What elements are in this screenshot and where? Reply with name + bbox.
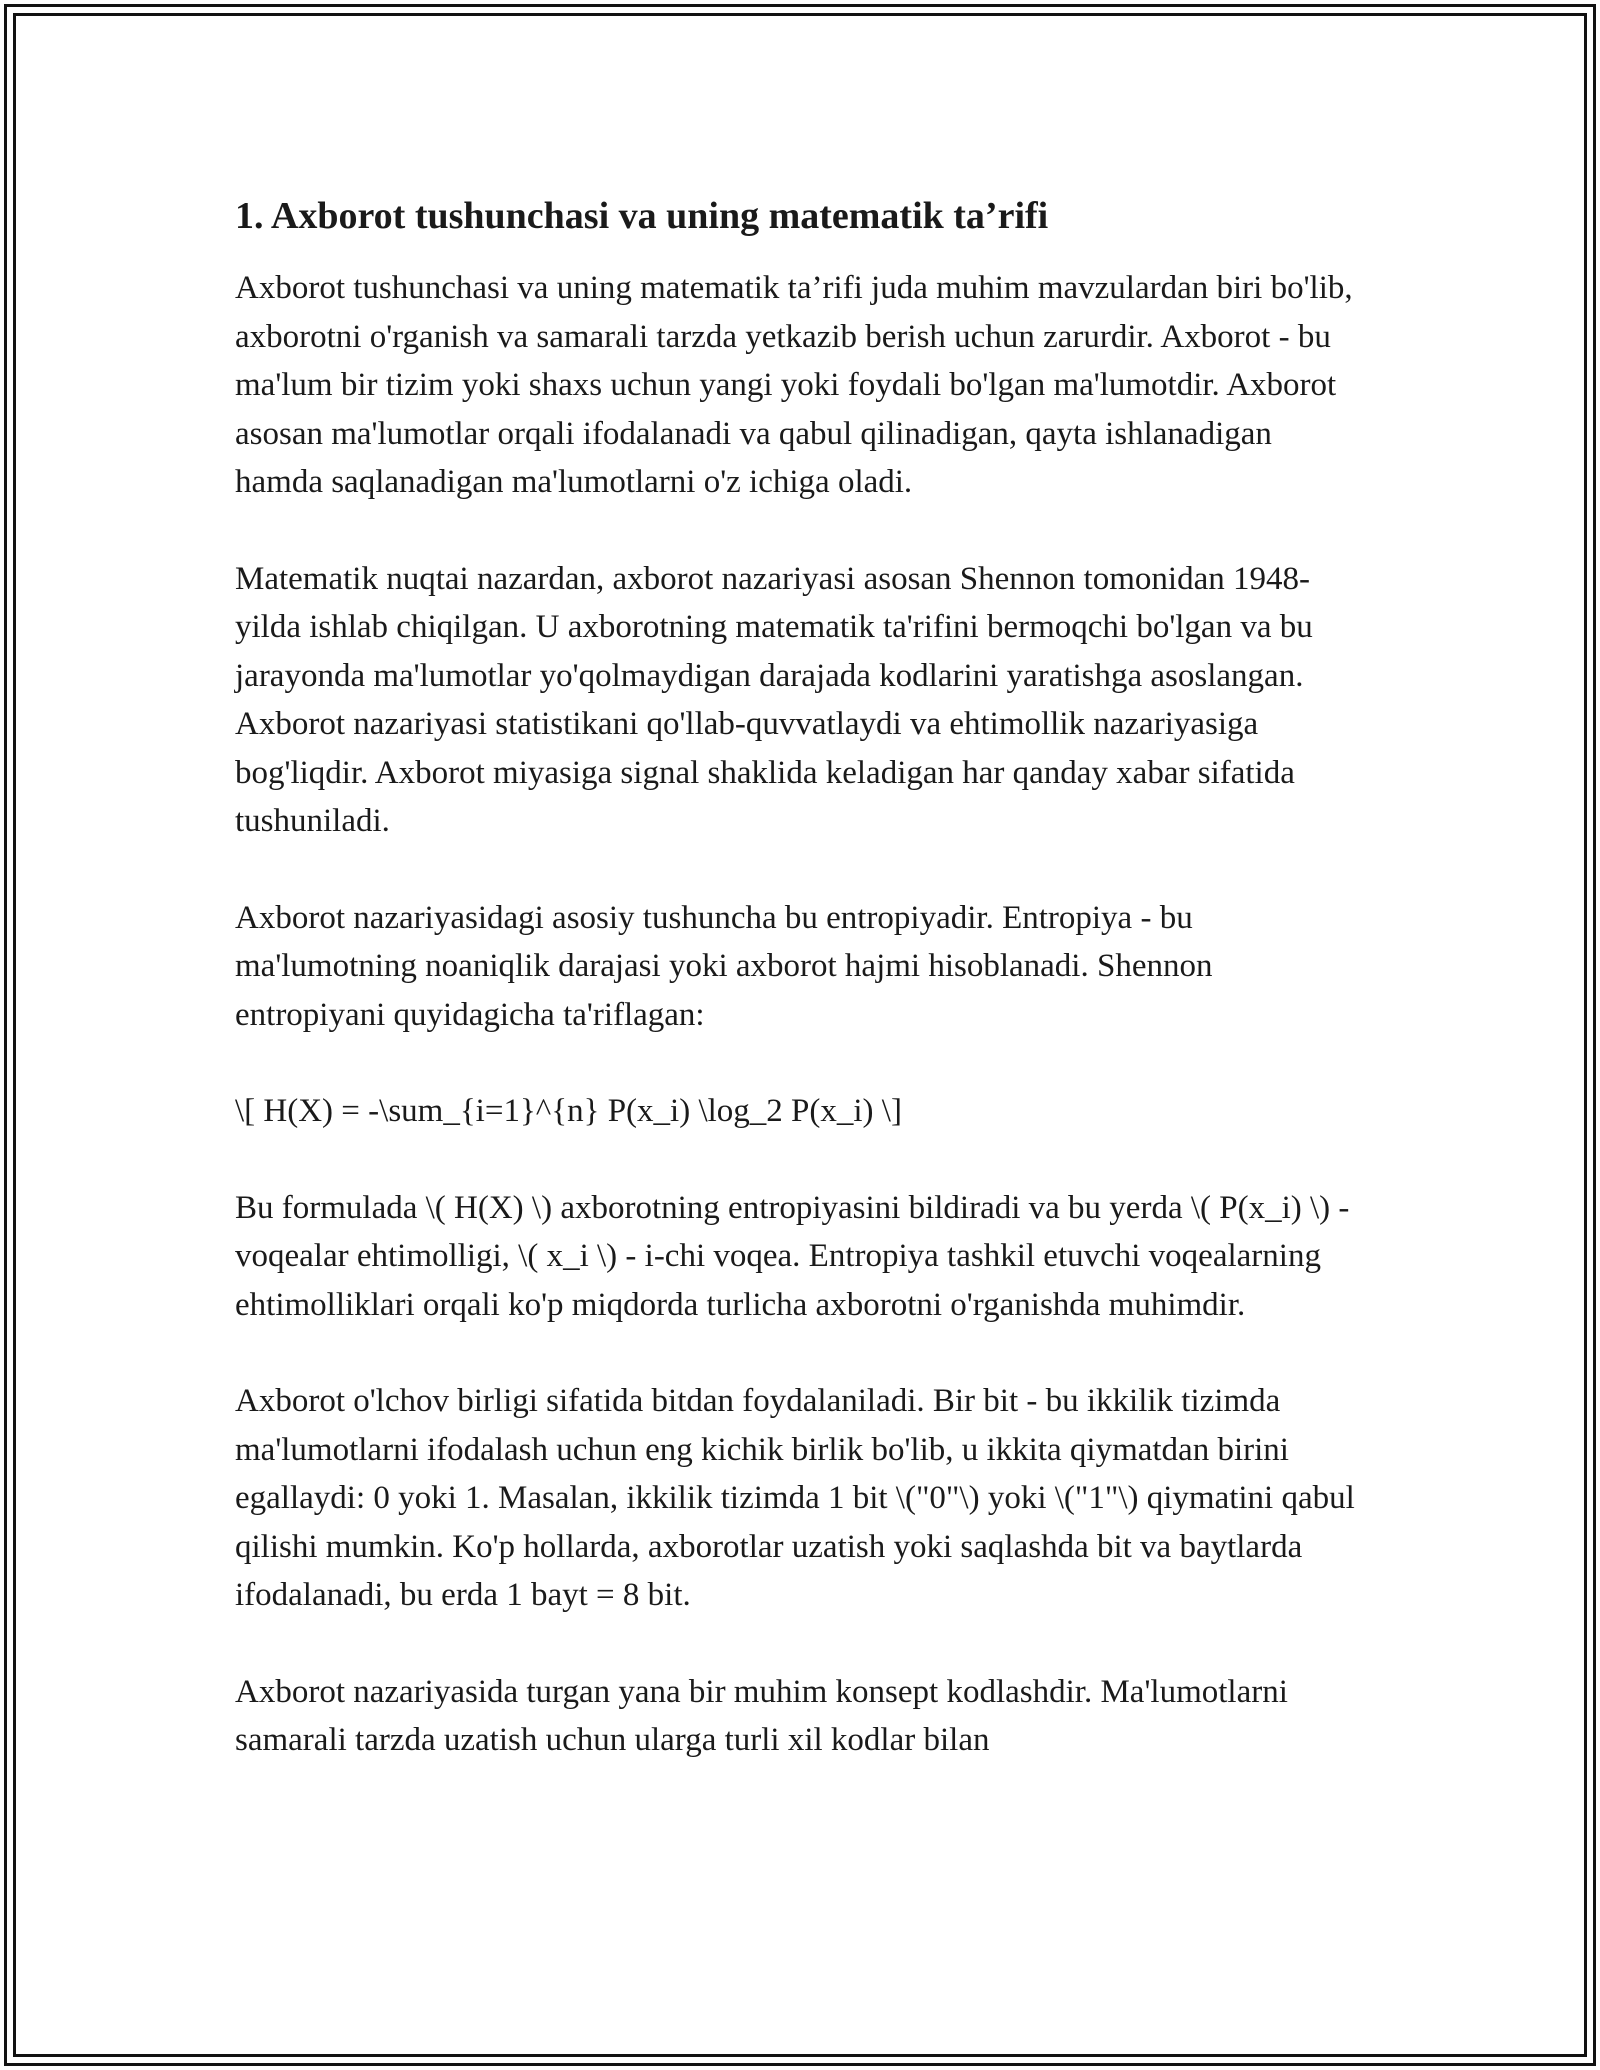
paragraph-bit-unit: Axborot o'lchov birligi sifatida bitdan foydalaniladi. Bir bit - bu ikkilik tizimda ma'lumotlarni ifodalash uchun eng kichik birlik bo'lib, u ikkita qiymatdan birini egallaydi: 0 yoki 1. Masalan, ikkilik tizimda 1 bit \("0"\) yoki \("1"\) qiymatini qabul qilishi mumkin. Ko'p hollarda, axborotlar uzatish yoki saqlashda bit va baytlarda ifodalanadi, bu erda 1 bayt = 8 bit. — [235, 1383, 1355, 1613]
paragraph-shannon-history: Matematik nuqtai nazardan, axborot nazariyasi asosan Shennon tomonidan 1948-yilda ishlab chiqilgan. U axborotning matematik ta'rifini bermoqchi bo'lgan va bu jarayonda ma'lumotlar yo'qolmaydigan darajada kodlarini yaratishga asoslangan. Axborot nazariyasi statistikani qo'llab-quvvatlaydi va ehtimollik nazariyasiga bog'liqdir. Axborot miyasiga signal shaklida keladigan har qanday xabar sifatida tushuniladi. — [235, 560, 1313, 839]
paragraph-coding: Axborot nazariyasida turgan yana bir muhim konsept kodlashdir. Ma'lumotlarni samarali tarzda uzatish uchun ularga turli xil kodlar bilan — [235, 1673, 1288, 1758]
paragraph-intro: Axborot tushunchasi va uning matematik ta’rifi juda muhim mavzulardan biri bo'lib, axborotni o'rganish va samarali tarzda yetkazib berish uchun zarurdir. Axborot - bu ma'lum bir tizim yoki shaxs uchun yangi yoki foydali bo'lgan ma'lumotdir. Axborot asosan ma'lumotlar orqali ifodalanadi va qabul qilinadigan, qayta ishlanadigan hamda saqlanadigan ma'lumotlarni o'z ichiga oladi. — [235, 270, 1353, 500]
section-heading: 1. Axborot tushunchasi va uning matematik ta’rifi — [235, 195, 1049, 237]
paragraph-formula-explanation: Bu formulada \( H(X) \) axborotning entropiyasini bildiradi va bu yerda \( P(x_i) \) - voqealar ehtimolligi, \( x_i \) - i-chi voqea. Entropiya tashkil etuvchi voqealarning ehtimolliklari orqali ko'p miqdorda turlicha axborotni o'rganishda muhimdir. — [235, 1189, 1350, 1323]
document-page — [235, 188, 1365, 1813]
entropy-formula: \[ H(X) = -\sum_{i=1}^{n} P(x_i) \log_2 P(x_i) \] — [235, 1093, 902, 1129]
paragraph-entropy-definition: Axborot nazariyasidagi asosiy tushuncha bu entropiyadir. Entropiya - bu ma'lumotning noaniqlik darajasi yoki axborot hajmi hisoblanadi. Shennon entropiyani quyidagicha ta'riflagan: — [235, 899, 1213, 1033]
